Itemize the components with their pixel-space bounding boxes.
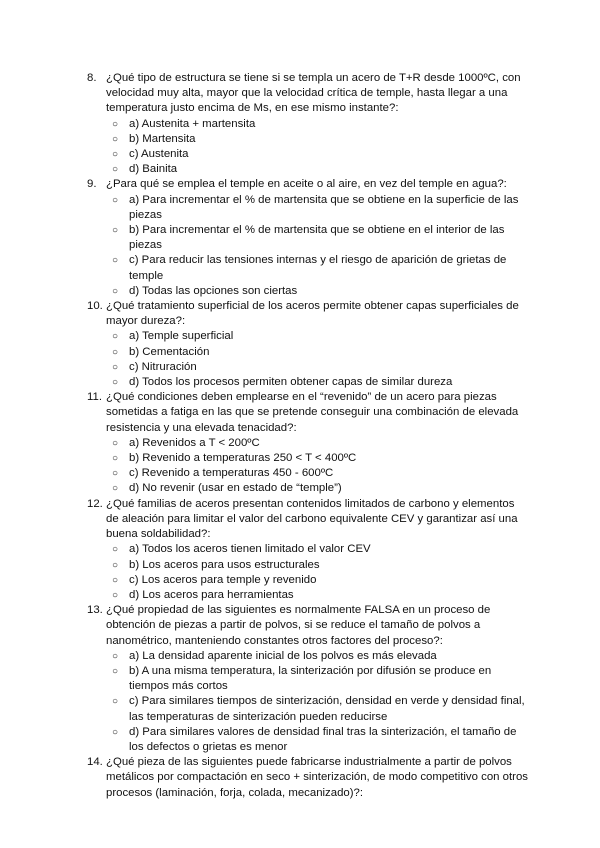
option-list	[87, 329, 530, 390]
option-item: ○ d) Todos los procesos permiten obtener capas de similar dureza	[112, 375, 530, 390]
circle-bullet-icon: ○	[112, 437, 119, 449]
option-list	[87, 193, 530, 299]
option-item: ○ c) Para reducir las tensiones internas y el riesgo de aparición de grietas de temple	[112, 253, 530, 283]
option-item: ○ c) Revenido a temperaturas 450 - 600ºC	[112, 466, 530, 481]
circle-bullet-icon: ○	[112, 377, 119, 389]
question-12	[87, 497, 530, 603]
option-item: ○ a) Austenita + martensita	[112, 117, 530, 132]
question-number: 9.	[87, 178, 97, 191]
circle-bullet-icon: ○	[112, 285, 119, 297]
question-text: ¿Qué familias de aceros presentan contenidos limitados de carbono y elementos de aleación para limitar el valor del carbono equivalente CEV y garantizar así una buena soldabilidad?:	[106, 497, 518, 541]
option-item: ○ c) Austenita	[112, 147, 530, 162]
option-item: ○ d) No revenir (usar en estado de “temple”)	[112, 481, 530, 496]
circle-bullet-icon: ○	[112, 255, 119, 267]
option-item: ○ b) Los aceros para usos estructurales	[112, 558, 530, 573]
circle-bullet-icon: ○	[112, 726, 119, 738]
option-item: ○ b) A una misma temperatura, la sinterización por difusión se produce en tiempos más cortos	[112, 664, 530, 694]
option-item: ○ a) Para incrementar el % de martensita que se obtiene en la superficie de las piezas	[112, 193, 530, 223]
option-list	[87, 649, 530, 755]
option-item: ○ c) Para similares tiempos de sinterización, densidad en verde y densidad final, las temperaturas de sinterización pueden reducirse	[112, 694, 530, 724]
circle-bullet-icon: ○	[112, 650, 119, 662]
circle-bullet-icon: ○	[112, 361, 119, 373]
option-item: ○ a) Revenidos a T < 200ºC	[112, 436, 530, 451]
option-list	[87, 542, 530, 603]
question-text: ¿Qué propiedad de las siguientes es normalmente FALSA en un proceso de obtención de piezas a partir de polvos, si se reduce el tamaño de polvos a nanométrico, manteniendo constantes otros factores del proceso?:	[106, 604, 491, 647]
question-number: 11.	[87, 391, 102, 404]
circle-bullet-icon: ○	[112, 164, 119, 176]
question-number: 13.	[87, 604, 103, 617]
circle-bullet-icon: ○	[112, 559, 119, 571]
question-text: ¿Qué condiciones deben emplearse en el “revenido” de un acero para piezas sometidas a fatiga en las que se pretende conseguir una combinación de elevada resistencia y una elevada tenacidad?:	[106, 391, 519, 434]
option-item: ○ a) La densidad aparente inicial de los polvos es más elevada	[112, 649, 530, 664]
question-10	[87, 299, 530, 390]
question-11	[87, 390, 530, 496]
option-list	[87, 117, 530, 178]
question-14	[87, 755, 530, 801]
question-number: 12.	[87, 497, 103, 510]
circle-bullet-icon: ○	[112, 149, 119, 161]
question-9	[87, 177, 530, 299]
option-item: ○ b) Para incrementar el % de martensita que se obtiene en el interior de las piezas	[112, 223, 530, 253]
question-text: ¿Qué tipo de estructura se tiene si se templa un acero de T+R desde 1000ºC, con velocidad muy alta, mayor que la velocidad crítica de temple, hasta llegar a una temperatura justo encima de Ms, en ese mismo instante?:	[106, 72, 521, 115]
option-item: ○ b) Martensita	[112, 132, 530, 147]
option-item: ○ c) Los aceros para temple y revenido	[112, 573, 530, 588]
question-8	[87, 71, 530, 177]
circle-bullet-icon: ○	[112, 346, 119, 358]
option-item: ○ d) Bainita	[112, 162, 530, 177]
circle-bullet-icon: ○	[112, 483, 119, 495]
option-item: ○ d) Los aceros para herramientas	[112, 588, 530, 603]
question-number: 10.	[87, 300, 103, 313]
option-item: ○ d) Para similares valores de densidad final tras la sinterización, el tamaño de los defectos o grietas es menor	[112, 725, 530, 755]
circle-bullet-icon: ○	[112, 574, 119, 586]
option-item: ○ a) Todos los aceros tienen limitado el valor CEV	[112, 542, 530, 557]
option-item: ○ b) Revenido a temperaturas 250 < T < 400ºC	[112, 451, 530, 466]
circle-bullet-icon: ○	[112, 696, 119, 708]
circle-bullet-icon: ○	[112, 665, 119, 677]
circle-bullet-icon: ○	[112, 194, 119, 206]
question-13	[87, 603, 530, 755]
option-list	[87, 436, 530, 497]
circle-bullet-icon: ○	[112, 225, 119, 237]
question-text: ¿Para qué se emplea el temple en aceite o al aire, en vez del temple en agua?:	[106, 178, 507, 191]
circle-bullet-icon: ○	[112, 589, 119, 601]
option-item: ○ b) Cementación	[112, 345, 530, 360]
circle-bullet-icon: ○	[112, 544, 119, 556]
question-text: ¿Qué pieza de las siguientes puede fabricarse industrialmente a partir de polvos metálicos por compactación en seco + sinterización, de modo competitivo con otros procesos (laminación, forja, colada, mecanizado)?:	[106, 756, 528, 799]
circle-bullet-icon: ○	[112, 453, 119, 465]
circle-bullet-icon: ○	[112, 133, 119, 145]
question-number: 14.	[87, 756, 103, 769]
circle-bullet-icon: ○	[112, 331, 119, 343]
question-number: 8.	[87, 72, 97, 84]
option-item: ○ a) Temple superficial	[112, 329, 530, 344]
circle-bullet-icon: ○	[112, 468, 119, 480]
option-item: ○ c) Nitruración	[112, 360, 530, 375]
question-text: ¿Qué tratamiento superficial de los aceros permite obtener capas superficiales de mayor dureza?:	[106, 300, 519, 328]
circle-bullet-icon: ○	[112, 118, 119, 130]
option-item: ○ d) Todas las opciones son ciertas	[112, 284, 530, 299]
